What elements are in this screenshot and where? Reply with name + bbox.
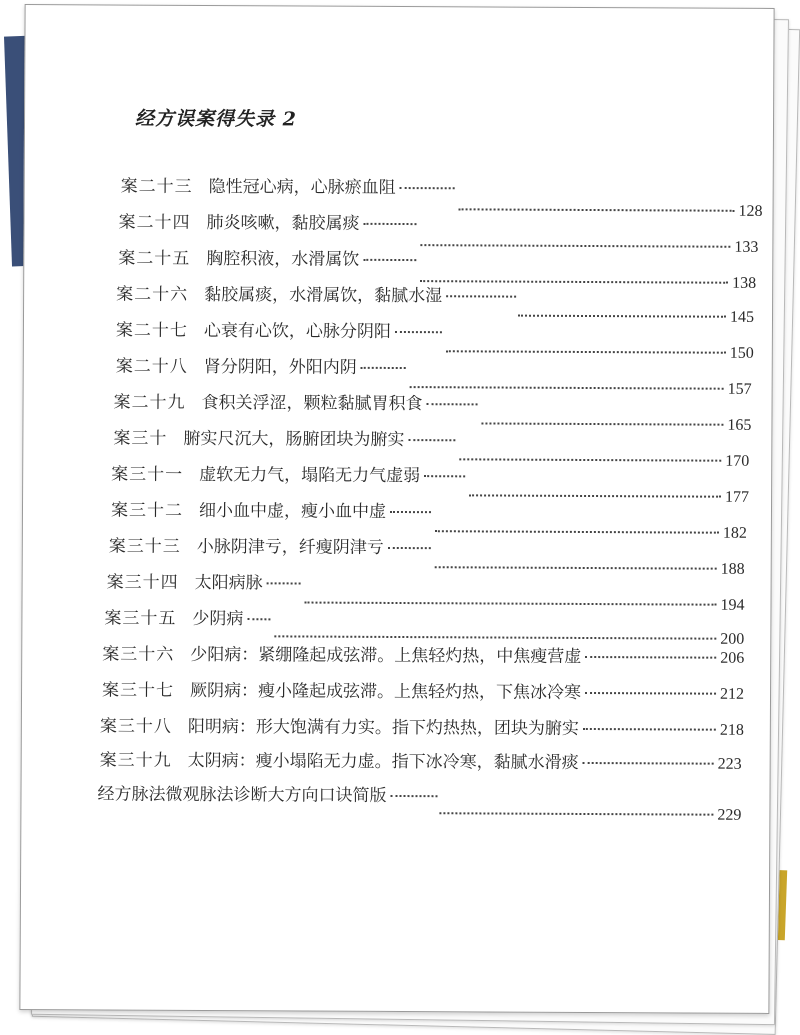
toc-leader-line — [454, 201, 762, 231]
dot-leader — [390, 511, 431, 513]
page-number: 206 — [720, 649, 745, 667]
case-title: 少阳病：紧绷隆起成弦滞。上焦轻灼热，中焦瘦营虚 — [190, 644, 582, 667]
dot-leader — [395, 331, 442, 333]
dot-leader — [583, 728, 716, 731]
case-number: 案三十 — [113, 428, 168, 449]
case-number: 案三十三 — [108, 536, 181, 557]
toc-leader-line — [431, 523, 747, 553]
case-number: 案三十七 — [101, 680, 175, 701]
case-number: 案三十五 — [104, 608, 177, 629]
toc-entry[interactable] — [100, 711, 744, 742]
case-number: 案二十五 — [118, 248, 191, 269]
toc-entry[interactable] — [102, 675, 744, 706]
case-title: 隐性冠心病，心脉瘀血阻 — [208, 177, 396, 198]
page-number: 200 — [720, 630, 745, 648]
case-title: 肾分阴阳，外阳内阴 — [203, 356, 357, 378]
toc-entry[interactable] — [102, 639, 744, 670]
dot-leader — [446, 350, 726, 353]
case-title: 经方脉法微观脉法诊断大方向口诀简版 — [97, 784, 387, 806]
page-number: 194 — [720, 596, 745, 614]
page-number: 165 — [727, 416, 752, 434]
toc-entry[interactable] — [104, 603, 274, 632]
toc-page — [19, 4, 774, 1014]
toc-entry[interactable] — [121, 172, 459, 202]
case-number: 案二十三 — [120, 176, 193, 197]
case-title: 厥阴病：瘦小隆起成弦滞。上焦轻灼热，下焦冰冷寒 — [189, 680, 582, 703]
toc-entry[interactable] — [118, 244, 420, 274]
case-number: 案二十八 — [115, 356, 188, 377]
page-number: 212 — [719, 685, 745, 703]
dot-leader — [469, 494, 721, 497]
toc-entry[interactable] — [111, 460, 469, 490]
dot-leader — [361, 367, 406, 369]
dot-leader — [583, 762, 714, 765]
case-title: 虚软无力气，塌陷无力气虚弱 — [199, 464, 421, 487]
dot-leader — [585, 692, 716, 695]
dot-leader — [481, 422, 723, 425]
dot-leader — [435, 566, 717, 569]
dot-leader — [267, 582, 301, 584]
page-number: 188 — [720, 560, 745, 578]
page-number: 145 — [729, 308, 755, 326]
case-number: 案二十九 — [113, 392, 186, 413]
toc-entry[interactable] — [109, 531, 435, 561]
dot-leader — [400, 187, 455, 189]
case-title: 太阴病：瘦小塌陷无力虚。指下冰冷寒，黏腻水滑痰 — [187, 750, 579, 773]
page-number: 177 — [725, 488, 750, 506]
toc-leader-line — [465, 487, 749, 516]
toc-leader-line — [455, 451, 749, 481]
case-title: 太阳病脉 — [194, 572, 263, 594]
toc-leader-line — [435, 805, 741, 835]
case-title: 少阴病 — [192, 608, 244, 630]
toc-entry[interactable] — [107, 567, 305, 596]
case-number: 案三十四 — [106, 572, 179, 593]
case-title: 阳明病：形大饱满有力实。指下灼热热，团块为腑实 — [187, 716, 579, 739]
page-number: 223 — [717, 755, 742, 773]
dot-leader — [459, 458, 721, 461]
page-number: 218 — [719, 721, 744, 739]
case-number: 案三十一 — [111, 464, 184, 485]
page-number: 182 — [722, 524, 747, 542]
case-number: 案三十六 — [102, 644, 175, 665]
case-title: 胸腔积液，水滑属饮 — [206, 248, 360, 270]
toc-entry[interactable] — [116, 316, 446, 346]
toc-entry[interactable] — [113, 424, 459, 454]
dot-leader — [439, 812, 713, 815]
toc-entry[interactable] — [100, 745, 742, 776]
toc-leader-line — [442, 343, 754, 373]
case-title: 小脉阴津亏，纤瘦阴津亏 — [196, 536, 384, 558]
dot-leader — [518, 315, 726, 318]
dot-leader — [446, 295, 516, 297]
page-number: 170 — [725, 452, 750, 470]
dot-leader — [585, 656, 716, 659]
toc-entry[interactable] — [97, 779, 441, 809]
dot-leader — [408, 439, 455, 441]
toc-leader-line — [431, 559, 745, 589]
case-number: 案三十二 — [110, 500, 184, 521]
dot-leader — [247, 618, 270, 620]
dot-leader — [363, 223, 416, 225]
case-title: 肺炎咳嗽，黏胶属痰 — [206, 212, 360, 234]
case-number: 案二十七 — [115, 320, 188, 341]
toc-entry[interactable] — [111, 496, 435, 526]
page-number: 133 — [734, 238, 759, 256]
page-number: 229 — [717, 806, 742, 824]
page-number: 138 — [732, 274, 757, 292]
toc-leader-line — [300, 594, 744, 624]
page-number: 128 — [738, 202, 763, 220]
dot-leader — [424, 475, 465, 477]
case-number: 案三十九 — [99, 750, 172, 771]
dot-leader — [274, 635, 716, 639]
dot-leader — [459, 208, 735, 211]
toc-entry[interactable] — [113, 388, 481, 418]
dot-leader — [305, 602, 717, 606]
dot-leader — [420, 244, 730, 248]
toc-leader-line — [416, 237, 758, 267]
toc-entry[interactable] — [118, 208, 420, 238]
toc-leader-line — [514, 308, 754, 337]
case-title: 细小血中虚，瘦小血中虚 — [198, 500, 387, 522]
toc-entry[interactable] — [116, 352, 410, 382]
page-number: 157 — [727, 380, 752, 398]
case-title: 腑实尺沉大，肠腑团块为腑实 — [183, 428, 405, 451]
dot-leader — [388, 547, 431, 549]
dot-leader — [427, 403, 478, 405]
case-number: 案二十六 — [116, 284, 189, 305]
dot-leader — [435, 530, 719, 533]
case-title: 心衰有心饮，心脉分阴阳 — [203, 320, 391, 342]
dot-leader — [363, 259, 416, 261]
toc-leader-line — [477, 415, 751, 444]
toc-entry[interactable] — [116, 280, 520, 310]
case-number: 案二十四 — [118, 212, 191, 233]
case-title: 食积关浮涩，颗粒黏腻胃积食 — [201, 392, 423, 415]
case-number: 案三十八 — [99, 716, 172, 737]
running-head: 经方误案得失录 2 — [134, 107, 297, 131]
page-number: 150 — [729, 344, 754, 362]
case-title: 黏胶属痰，水滑属饮，黏腻水湿 — [204, 284, 443, 307]
table-of-contents — [20, 5, 773, 1013]
dot-leader — [390, 795, 437, 797]
